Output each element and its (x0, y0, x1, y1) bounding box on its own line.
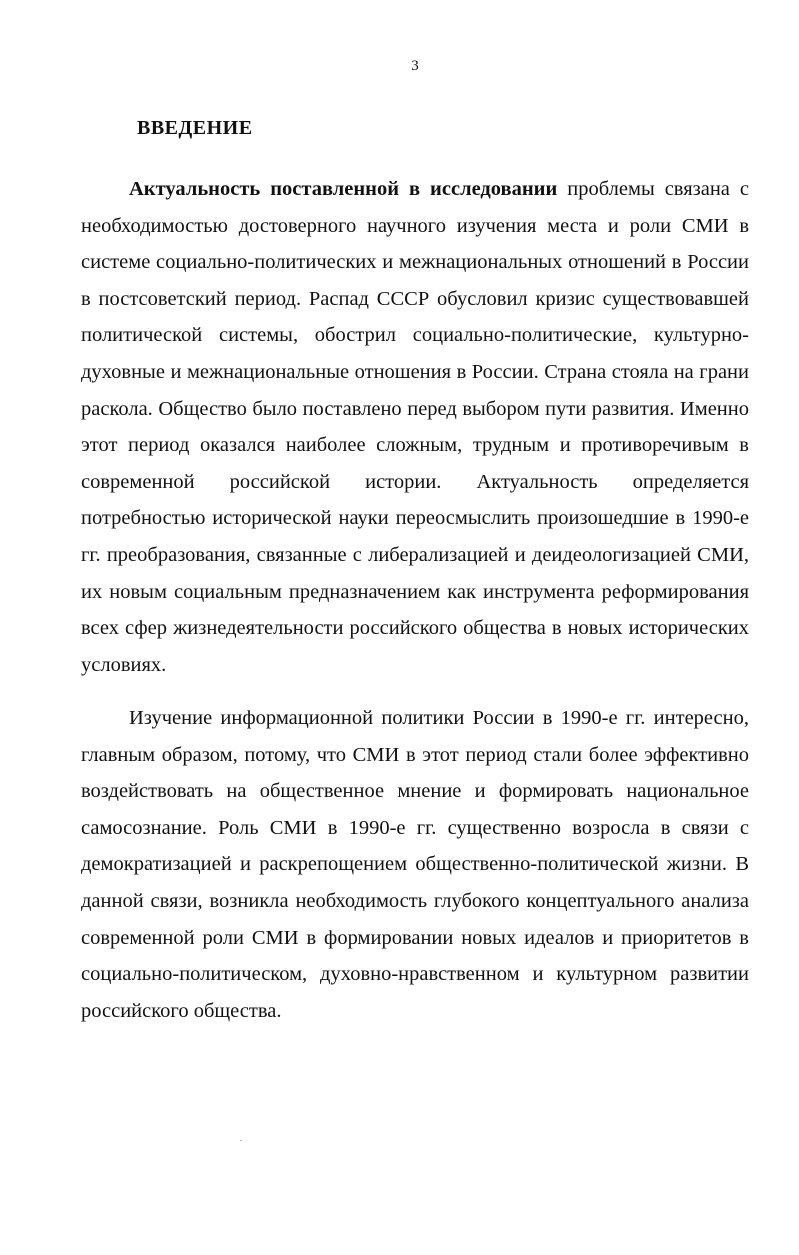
paragraph-body: проблемы связана с необходимостью достоверного научного изучения места и роли СМИ в системе социально-политических и межнациональных отношений в России в постсоветский период. Распад СССР обусловил кризис существовавшей политической системы, обострил социально-политические, культурно-духовные и межнациональные отношения в России. Страна стояла на грани раскола. Общество было поставлено перед выбором пути развития. Именно этот период оказался наиболее сложным, трудным и противоречивым в современной российской истории. Актуальность определяется потребностью исторической науки переосмыслить произошедшие в 1990-е гг. преобразования, связанные с либерализацией и деидеологизацией СМИ, их новым социальным предназначением как инструмента реформирования всех сфер жизнедеятельности российского общества в новых исторических условиях. (81, 178, 749, 676)
paragraph-body: Изучение информационной политики России в 1990-е гг. интересно, главным образом, потому, что СМИ в этот период стали более эффективно воздействовать на общественное мнение и формировать национальное самосознание. Роль СМИ в 1990-е гг. существенно возросла в связи с демократизацией и раскрепощением общественно-политической жизни. В данной связи, возникла необходимость глубокого концептуального анализа современной роли СМИ в формировании новых идеалов и приоритетов в социально-политическом, духовно-нравственном и культурном развитии российского общества. (81, 707, 749, 1022)
paragraph-information-policy (81, 700, 749, 1029)
paragraph-relevance (81, 171, 749, 683)
paragraph-lead-bold: Актуальность поставленной в исследовании (129, 178, 558, 200)
page-number: 3 (411, 58, 419, 74)
scan-speck (240, 1140, 242, 1141)
section-heading: ВВЕДЕНИЕ (137, 117, 253, 139)
